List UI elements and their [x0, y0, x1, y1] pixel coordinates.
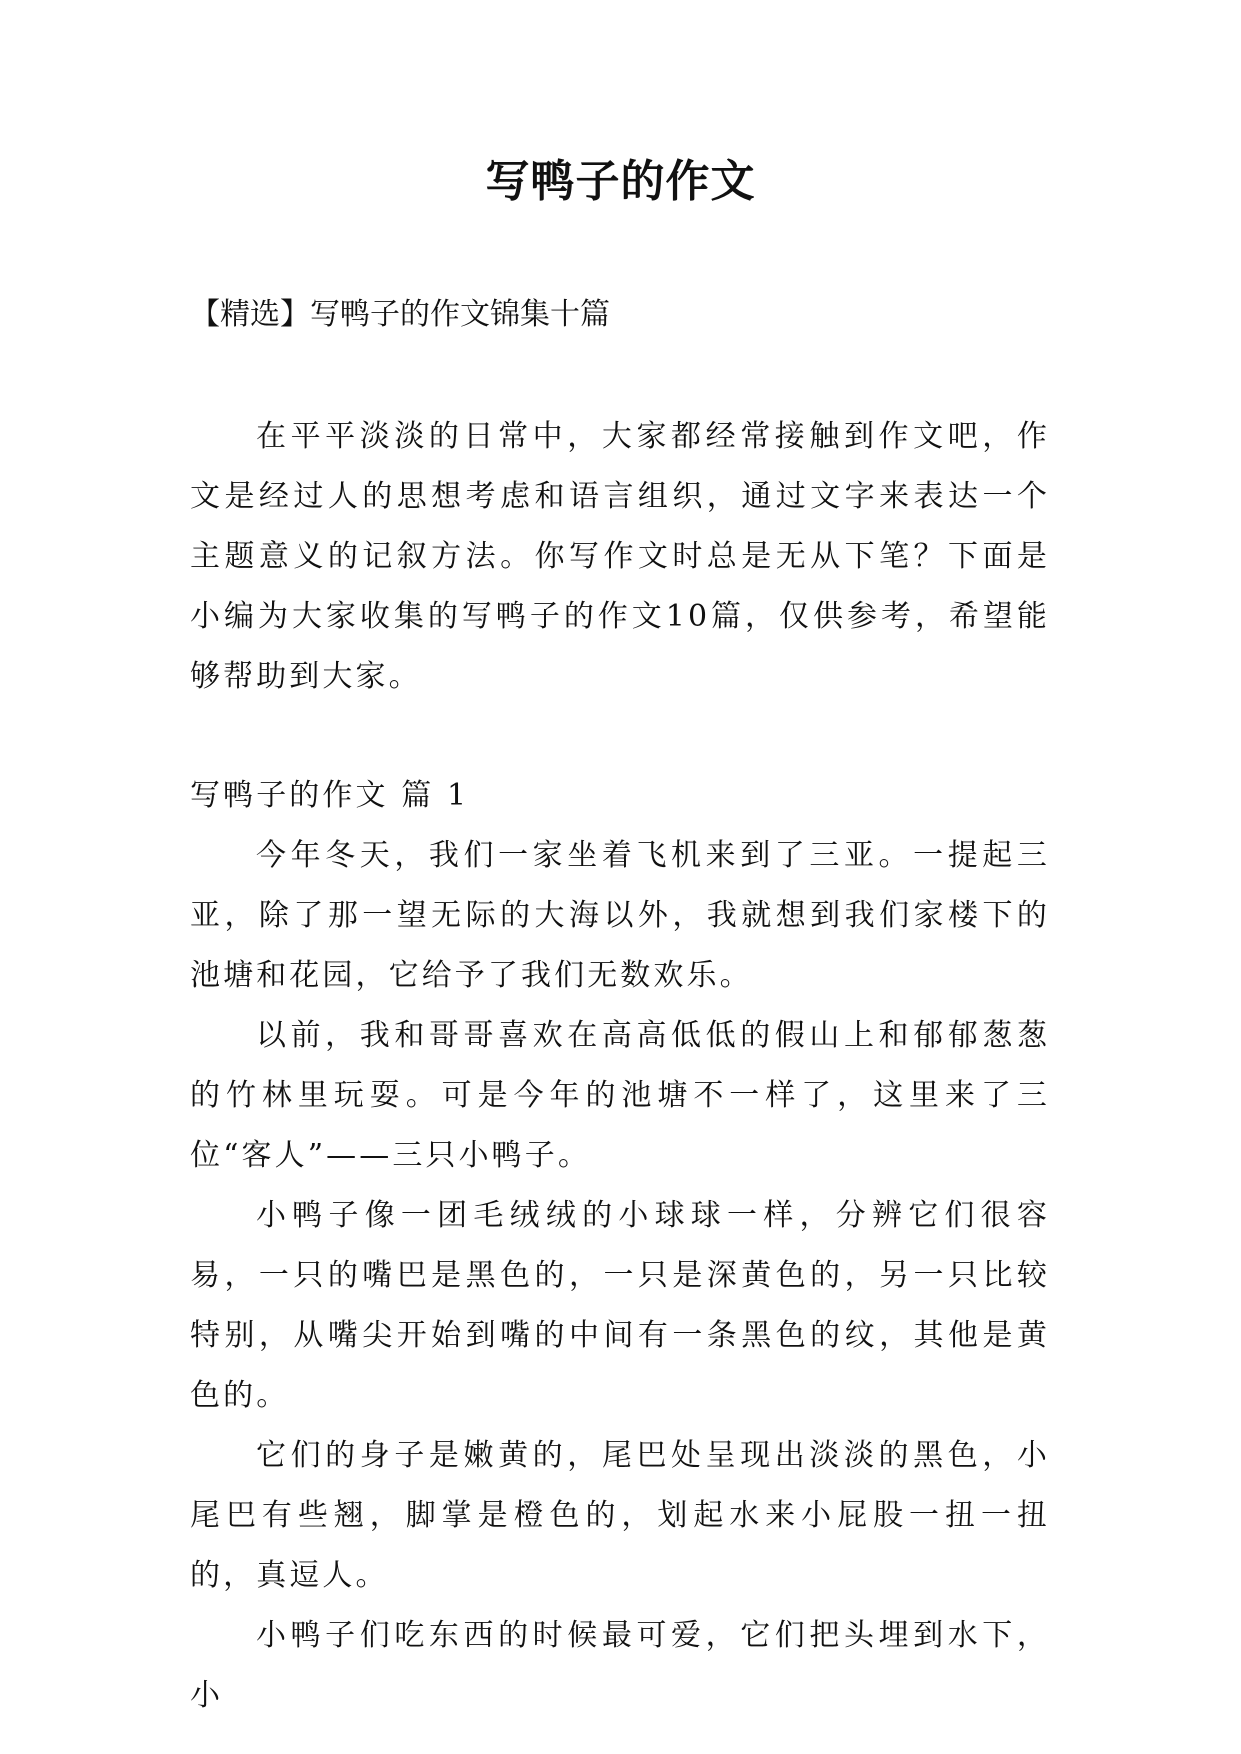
section-heading: 写鸭子的作文 篇 1	[190, 778, 470, 813]
intro-paragraph: 在平平淡淡的日常中，大家都经常接触到作文吧，作文是经过人的思想考虑和语言组织，通过文字来表达一个主题意义的记叙方法。你写作文时总是无从下笔？下面是小编为大家收集的写鸭子的作文10篇，仅供参考，希望能够帮助到大家。	[190, 419, 1050, 694]
body-paragraph: 小鸭子像一团毛绒绒的小球球一样，分辨它们很容易，一只的嘴巴是黑色的，一只是深黄色的，另一只比较特别，从嘴尖开始到嘴的中间有一条黑色的纹，其他是黄色的。	[190, 1198, 1050, 1413]
document-body	[190, 407, 1050, 1726]
body-paragraph: 小鸭子们吃东西的时候最可爱，它们把头埋到水下，小	[190, 1618, 1050, 1713]
document-title: 写鸭子的作文	[485, 156, 756, 207]
body-paragraph: 今年冬天，我们一家坐着飞机来到了三亚。一提起三亚，除了那一望无际的大海以外，我就想到我们家楼下的池塘和花园，它给予了我们无数欢乐。	[190, 838, 1050, 993]
document-subtitle: 【精选】写鸭子的作文锦集十篇	[190, 297, 610, 332]
body-paragraph: 它们的身子是嫩黄的，尾巴处呈现出淡淡的黑色，小尾巴有些翘，脚掌是橙色的，划起水来小屁股一扭一扭的，真逗人。	[190, 1438, 1050, 1593]
body-paragraph: 以前，我和哥哥喜欢在高高低低的假山上和郁郁葱葱的竹林里玩耍。可是今年的池塘不一样了，这里来了三位“客人”——三只小鸭子。	[190, 1018, 1050, 1173]
